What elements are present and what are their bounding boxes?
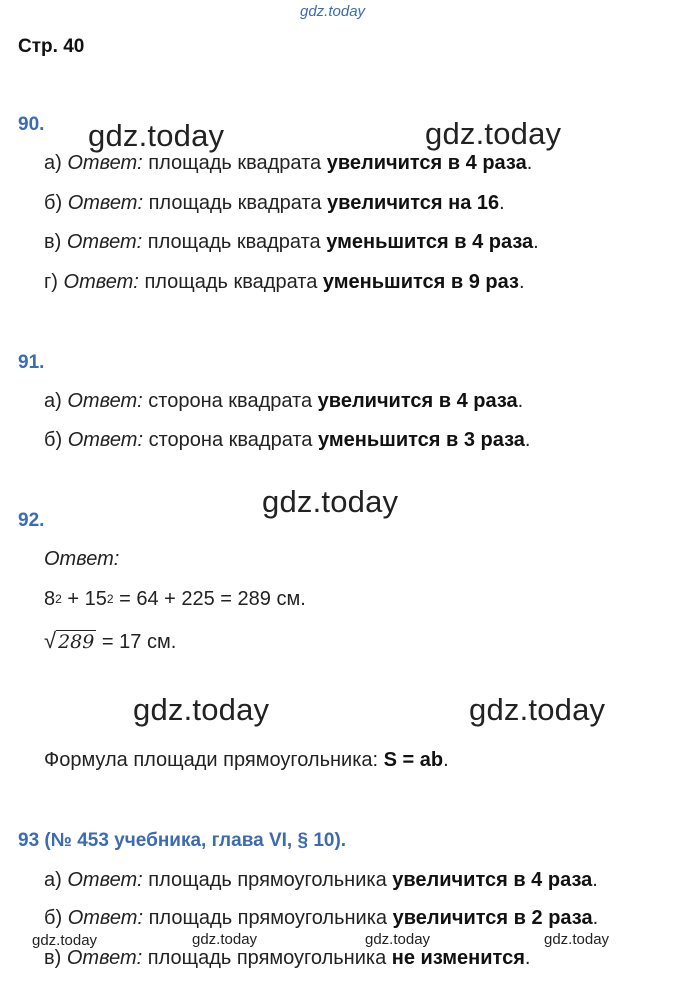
task-92-equation-2: √ 289 = 17 см. [44,628,177,653]
watermark: gdz.today [88,118,225,153]
watermark: gdz.today [133,692,270,727]
task-93-item-a: а) Ответ: площадь прямоугольника увеличится в 4 раза. [44,869,598,891]
watermark-top: gdz.today [300,3,366,20]
watermark: gdz.today [425,116,562,151]
watermark: gdz.today [262,484,399,519]
task-92-equation-1: $8^2 + 15^2 = 64 + 225 = 289$ см. [44,588,306,610]
task-93-item-c: в) Ответ: площадь прямоугольника не изменится. [44,947,531,969]
task-91-number: 91. [18,352,45,373]
watermark: gdz.today [32,932,98,949]
task-90-item-c: в) Ответ: площадь квадрата уменьшится в 4 раза. [44,231,539,253]
sqrt-expression: √ 289 [44,628,95,653]
task-90-item-b: б) Ответ: площадь квадрата увеличится на 16. [44,192,505,214]
task-91-item-b: б) Ответ: сторона квадрата уменьшится в 3 раза. [44,429,531,451]
task-93-number: 93 (№ 453 учебника, глава VI, § 10). [18,830,347,851]
watermark: gdz.today [192,931,258,948]
task-92-answer-label: Ответ: [44,548,120,570]
task-90-item-a: а) Ответ: площадь квадрата увеличится в 4 раза. [44,152,533,174]
task-92-number: 92. [18,510,45,531]
task-93-item-b: б) Ответ: площадь прямоугольника увеличится в 2 раза. [44,907,599,929]
task-90-item-d: г) Ответ: площадь квадрата уменьшится в 9 раз. [44,271,525,293]
sqrt-sign-icon: √ [44,628,57,653]
task-92-formula: Формула площади прямоугольника: S = ab. [44,749,449,771]
page-label: Стр. 40 [18,36,85,57]
watermark: gdz.today [469,692,606,727]
task-91-item-a: а) Ответ: сторона квадрата увеличится в 4 раза. [44,390,524,412]
watermark: gdz.today [365,931,431,948]
task-90-number: 90. [18,114,45,135]
watermark: gdz.today [544,931,610,948]
